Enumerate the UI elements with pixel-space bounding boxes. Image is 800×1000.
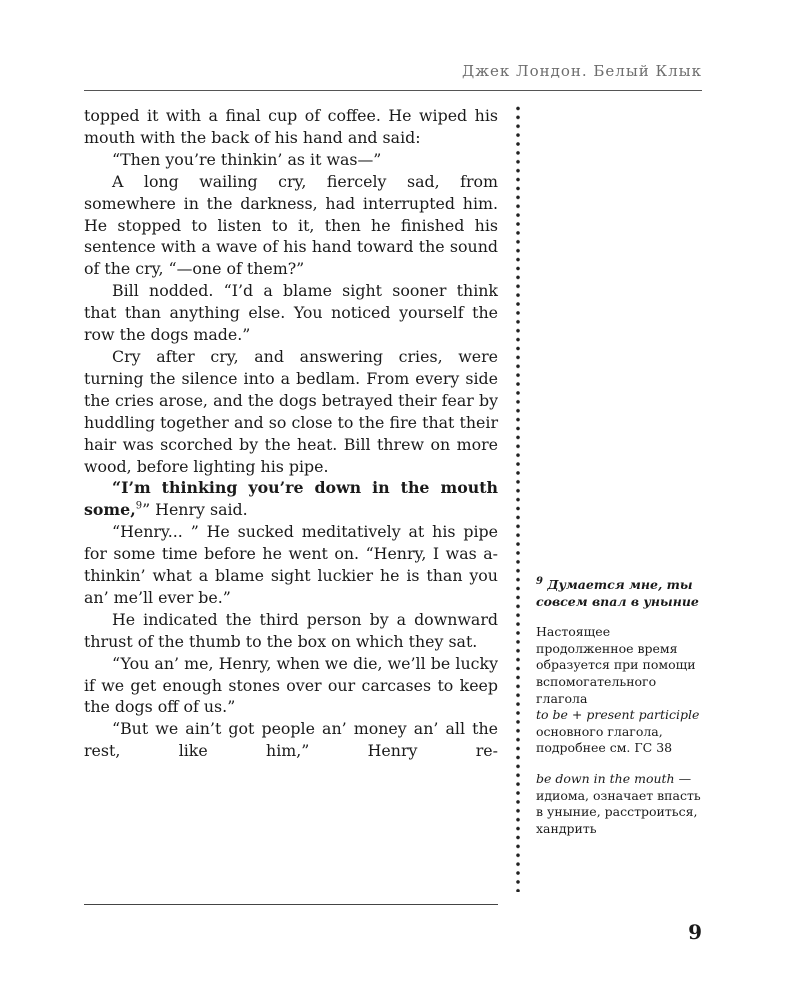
paragraph-10: “But we ain’t got people an’ money an’ all the rest, like him,” Henry re- bbox=[84, 719, 498, 761]
grammar-tail: основного глагола, подробнее см. ГС 38 bbox=[536, 723, 673, 756]
footnoted-phrase: “I’m thinking you’re down in the mouth some, bbox=[84, 478, 498, 520]
main-text-column bbox=[84, 105, 498, 762]
idiom-phrase: be down in the mouth — bbox=[536, 770, 692, 786]
dotted-column-divider bbox=[515, 104, 521, 892]
paragraph-6-rest: ” Henry said. bbox=[142, 500, 248, 520]
sidenote-column bbox=[536, 577, 706, 851]
paragraph-8: He indicated the third person by a downward thrust of the thumb to the box on which they sat. bbox=[84, 609, 498, 651]
grammar-text: Настоящее продолженное время образуется при помощи вспомогательного глагола bbox=[536, 624, 696, 706]
paragraph-9: “You an’ me, Henry, when we die, we’ll be lucky if we get enough stones over our carcases to keep the dogs off of us.” bbox=[84, 653, 498, 717]
paragraph-5: Cry after cry, and answering cries, were turning the silence into a bedlam. From every side the cries arose, and the dogs betrayed their fear by huddling together and so close to the fire that their hair was scorched by the heat. Bill threw on more wood, before lighting his pipe. bbox=[84, 346, 498, 476]
idiom-text: идиома, означает впасть в уныние, расстроиться, хандрить bbox=[536, 787, 701, 836]
running-header: Джек Лондон. Белый Клык bbox=[462, 62, 702, 80]
grammar-formula: to be + present participle bbox=[536, 707, 700, 723]
sidenote-title bbox=[536, 577, 706, 610]
paragraph-3: A long wailing cry, fiercely sad, from somewhere in the darkness, had interrupted him. He stopped to listen to it, then he finished his sentence with a wave of his hand toward the sound of the cry, “—one of them?” bbox=[84, 171, 498, 279]
paragraph-6 bbox=[84, 477, 498, 521]
sidenote-number: 9 bbox=[536, 575, 543, 587]
paragraph-2: “Then you’re thinkin’ as it was—” bbox=[112, 149, 382, 169]
paragraph-4: Bill nodded. “I’d a blame sight sooner think that than anything else. You noticed yourself the row the dogs made.” bbox=[84, 281, 498, 345]
page-number: 9 bbox=[688, 920, 702, 944]
paragraph-1: topped it with a final cup of coffee. He wiped his mouth with the back of his hand and said: bbox=[84, 106, 498, 147]
sidenote-idiom bbox=[536, 771, 706, 837]
sidenote-title-text: Думается мне, ты совсем впал в уныние bbox=[536, 577, 699, 609]
sidenote-grammar bbox=[536, 624, 706, 757]
header-rule bbox=[84, 90, 702, 91]
footnote-reference[interactable]: 9 bbox=[135, 501, 143, 513]
bottom-rule bbox=[84, 904, 498, 905]
paragraph-7: “Henry... ” He sucked meditatively at his pipe for some time before he went on. “Henry, I was a-thinkin’ what a blame sight luckier he is than you an’ me’ll ever be.” bbox=[84, 522, 498, 607]
